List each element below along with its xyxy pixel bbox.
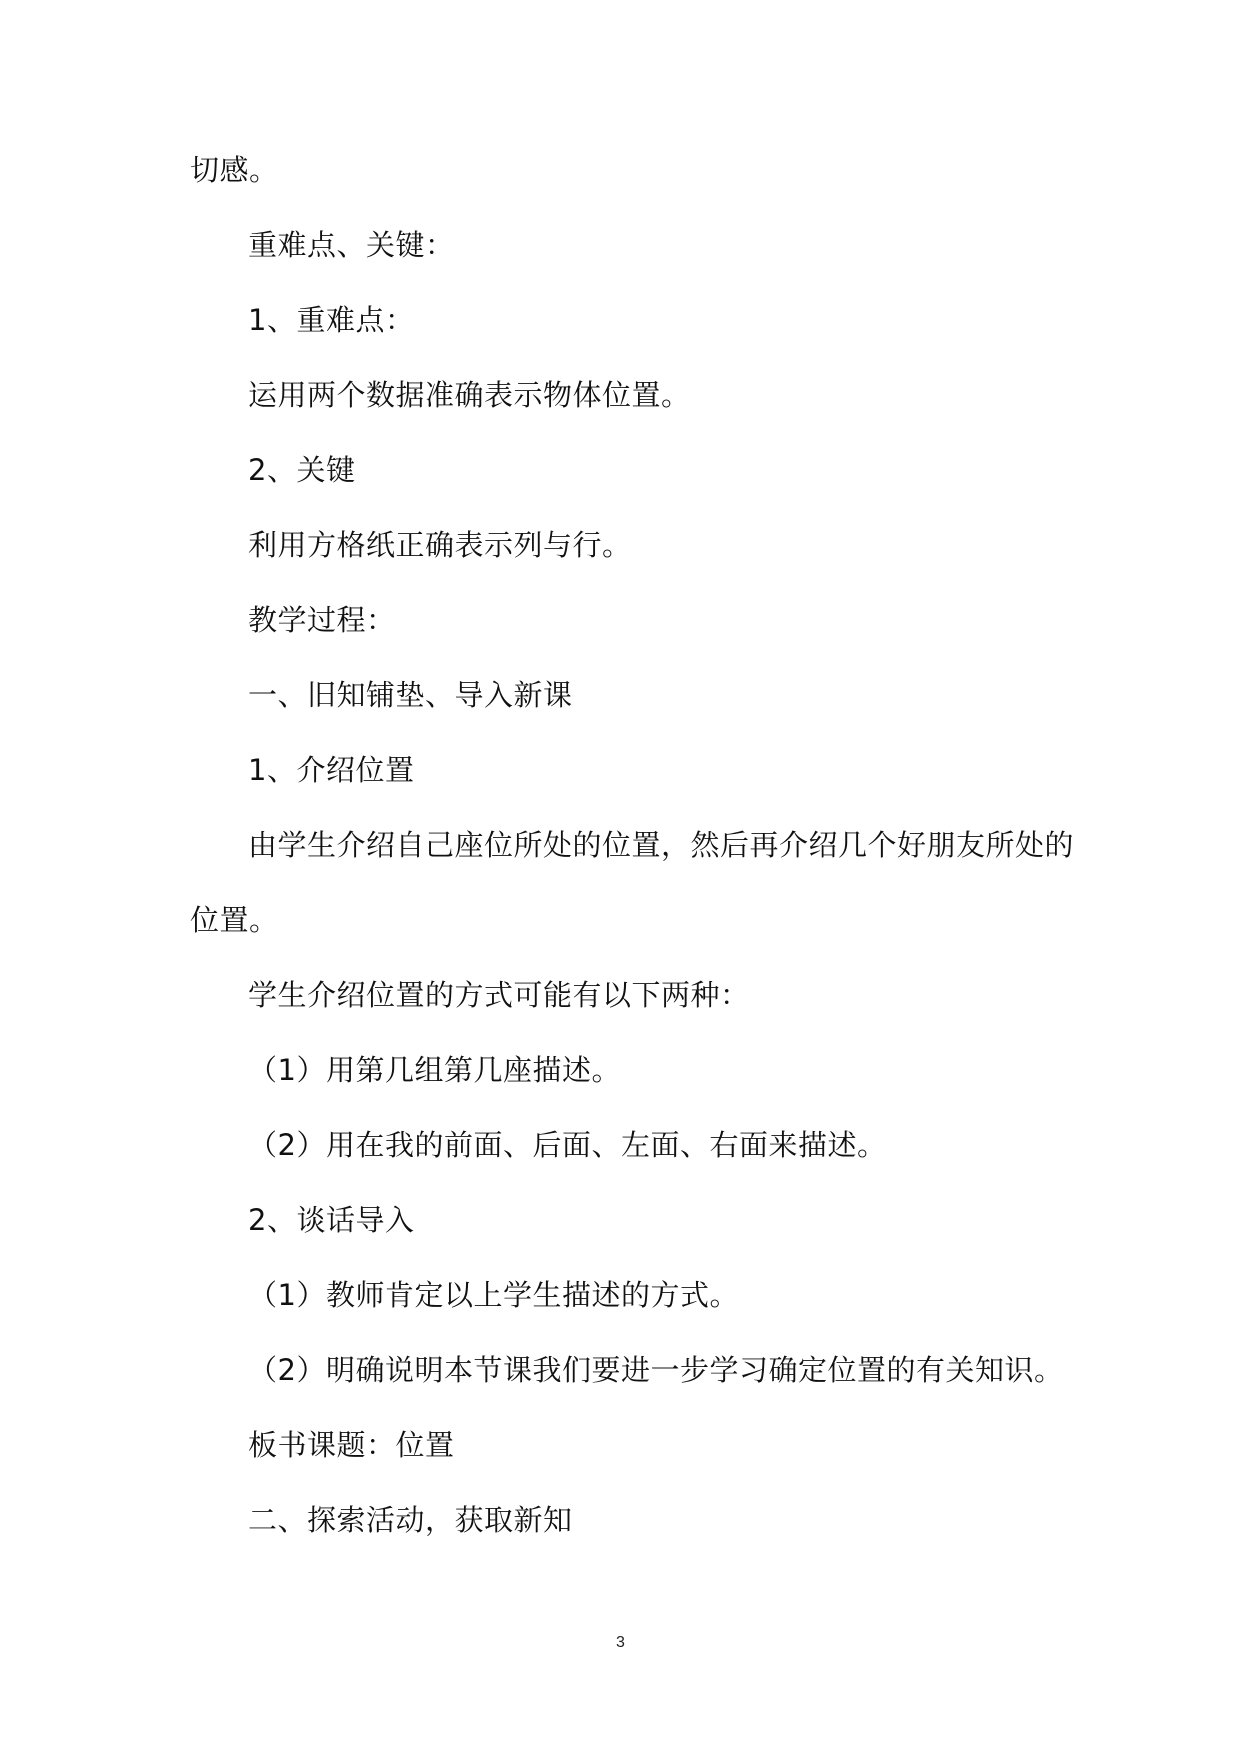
text-line-continuation: 切感。 [190, 153, 279, 187]
subheading-difficulty: 1、重难点： [248, 303, 415, 337]
section-heading-1: 一、旧知铺垫、导入新课 [248, 678, 573, 712]
text-line-title: 板书课题：位置 [248, 1428, 455, 1462]
list-item: （1）教师肯定以上学生描述的方式。 [248, 1278, 739, 1312]
heading-teaching-process: 教学过程： [248, 603, 396, 637]
list-item: （2）明确说明本节课我们要进一步学习确定位置的有关知识。 [248, 1353, 1064, 1387]
subheading-introduce: 1、介绍位置 [248, 753, 415, 787]
paragraph-line: 由学生介绍自己座位所处的位置，然后再介绍几个好朋友所处的 [248, 828, 1075, 862]
paragraph-line-continued: 位置。 [190, 903, 279, 937]
heading-key-points: 重难点、关键： [248, 228, 455, 262]
list-item: （1）用第几组第几座描述。 [248, 1053, 621, 1087]
text-line: 运用两个数据准确表示物体位置。 [248, 378, 691, 412]
list-item: （2）用在我的前面、后面、左面、右面来描述。 [248, 1128, 887, 1162]
text-line: 利用方格纸正确表示列与行。 [248, 528, 632, 562]
section-heading-2: 二、探索活动，获取新知 [248, 1503, 573, 1537]
text-line: 学生介绍位置的方式可能有以下两种： [248, 978, 750, 1012]
page-number: 3 [616, 1634, 625, 1651]
subheading-talk: 2、谈话导入 [248, 1203, 415, 1237]
subheading-key: 2、关键 [248, 453, 356, 487]
